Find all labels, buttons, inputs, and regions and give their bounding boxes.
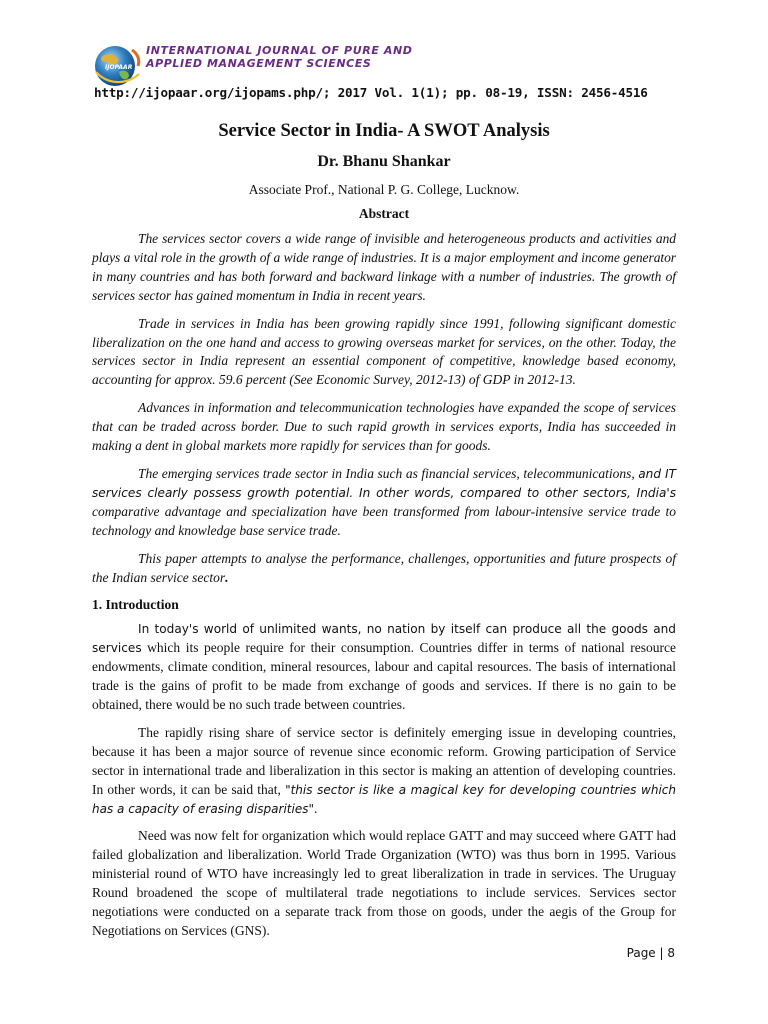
journal-header xyxy=(92,40,682,110)
journal-name-line1: INTERNATIONAL JOURNAL OF PURE AND xyxy=(146,44,413,57)
abstract-p4-part1: The emerging services trade sector in India such as financial services, telecommunications, xyxy=(138,465,639,481)
abstract-p5-text: This paper attempts to analyse the performance, challenges, opportunities and future prospects of the Indian service sector xyxy=(92,550,676,585)
abstract-paragraph-4 xyxy=(92,465,676,541)
abstract-paragraph-2: Trade in services in India has been growing rapidly since 1991, following significant domestic liberalization on the one hand and access to growing overseas market for services, on the other. Today, the services sector in India represent an essential component of competitive, knowledge based economy, accounting for approx. 59.6 percent (See Economic Survey, 2012-13) of GDP in 2012-13. xyxy=(92,315,676,388)
author-affiliation: Associate Prof., National P. G. College, Lucknow. xyxy=(248,182,520,197)
page-number: Page | 8 xyxy=(626,946,675,960)
intro-p1-lead: In today's world of unlimited wants, no nation by itself can produce all the goods and services xyxy=(92,622,676,656)
abstract-p4-part2: and IT services clearly possess growth potential. In other words, compared to other sectors, India's xyxy=(92,466,676,500)
abstract-paragraph-1: The services sector covers a wide range of invisible and heterogeneous products and activities and plays a vital role in the growth of a wide range of industries. It is a major employment and income generator in many countries and has both forward and backward linkage with a number of industries. The growth of services sector has gained momentum in India in recent years. xyxy=(92,231,676,303)
logo-text: IJOPAAR xyxy=(105,64,133,71)
abstract-p5-period: . xyxy=(225,569,229,585)
paper-author: Dr. Bhanu Shankar xyxy=(317,153,451,170)
intro-p2-text: The rapidly rising share of service sector is definitely emerging issue in developing countries, because it has been a major source of revenue since economic reform. Growing participation of Service sector in international trade and liberalization in this sector is making an attention of developing countries. In other words, it can be said that, xyxy=(92,724,676,797)
intro-p2-quote: "this sector is like a magical key for developing countries which has a capacity of erasing disparities" xyxy=(92,782,676,816)
section-heading-introduction: 1. Introduction xyxy=(92,597,179,613)
paper-body xyxy=(92,230,676,950)
journal-name xyxy=(146,44,413,70)
abstract-paragraph-5 xyxy=(92,550,676,588)
intro-p2-end: . xyxy=(313,800,318,816)
paper-title: Service Sector in India- A SWOT Analysis xyxy=(218,121,550,141)
intro-paragraph-1 xyxy=(92,620,676,715)
journal-citation-link[interactable]: http://ijopaar.org/ijopams.php/; 2017 Vol. 1(1); pp. 08-19, ISSN: 2456-4516 xyxy=(94,85,648,100)
abstract-p4-part3: comparative advantage and specialization have been transformed from labour-intensive service trade to technology and knowledge base service trade. xyxy=(92,503,676,538)
journal-name-line2: APPLIED MANAGEMENT SCIENCES xyxy=(146,57,372,70)
intro-p1-rest: which its people require for their consumption. Countries differ in terms of national resource endowments, climate condition, mineral resources, labour and capital resources. The basis of international trade is the gains of profit to be made from exchange of goods and services. If there is no gain to be obtained, there would be no such trade between countries. xyxy=(92,640,676,713)
intro-paragraph-3: Need was now felt for organization which would replace GATT and may succeed where GATT had failed globalization and liberalization. World Trade Organization (WTO) was thus born in 1995. Various ministerial round of WTO have increasingly led to great liberalization in trade in services. The Uruguay Round broadened the scope of multilateral trade negotiations to include services. Services sector negotiations were conducted on a separate track from those on goods, under the aegis of the Group for Negotiations on Services (GNS). xyxy=(92,828,676,938)
abstract-heading: Abstract xyxy=(358,206,410,221)
intro-paragraph-2 xyxy=(92,724,676,819)
abstract-paragraph-3: Advances in information and telecommunication technologies have expanded the scope of services that can be traded across border. Due to such rapid growth in services exports, India has succeeded in making a dent in global markets more rapidly for services than for goods. xyxy=(92,400,676,454)
